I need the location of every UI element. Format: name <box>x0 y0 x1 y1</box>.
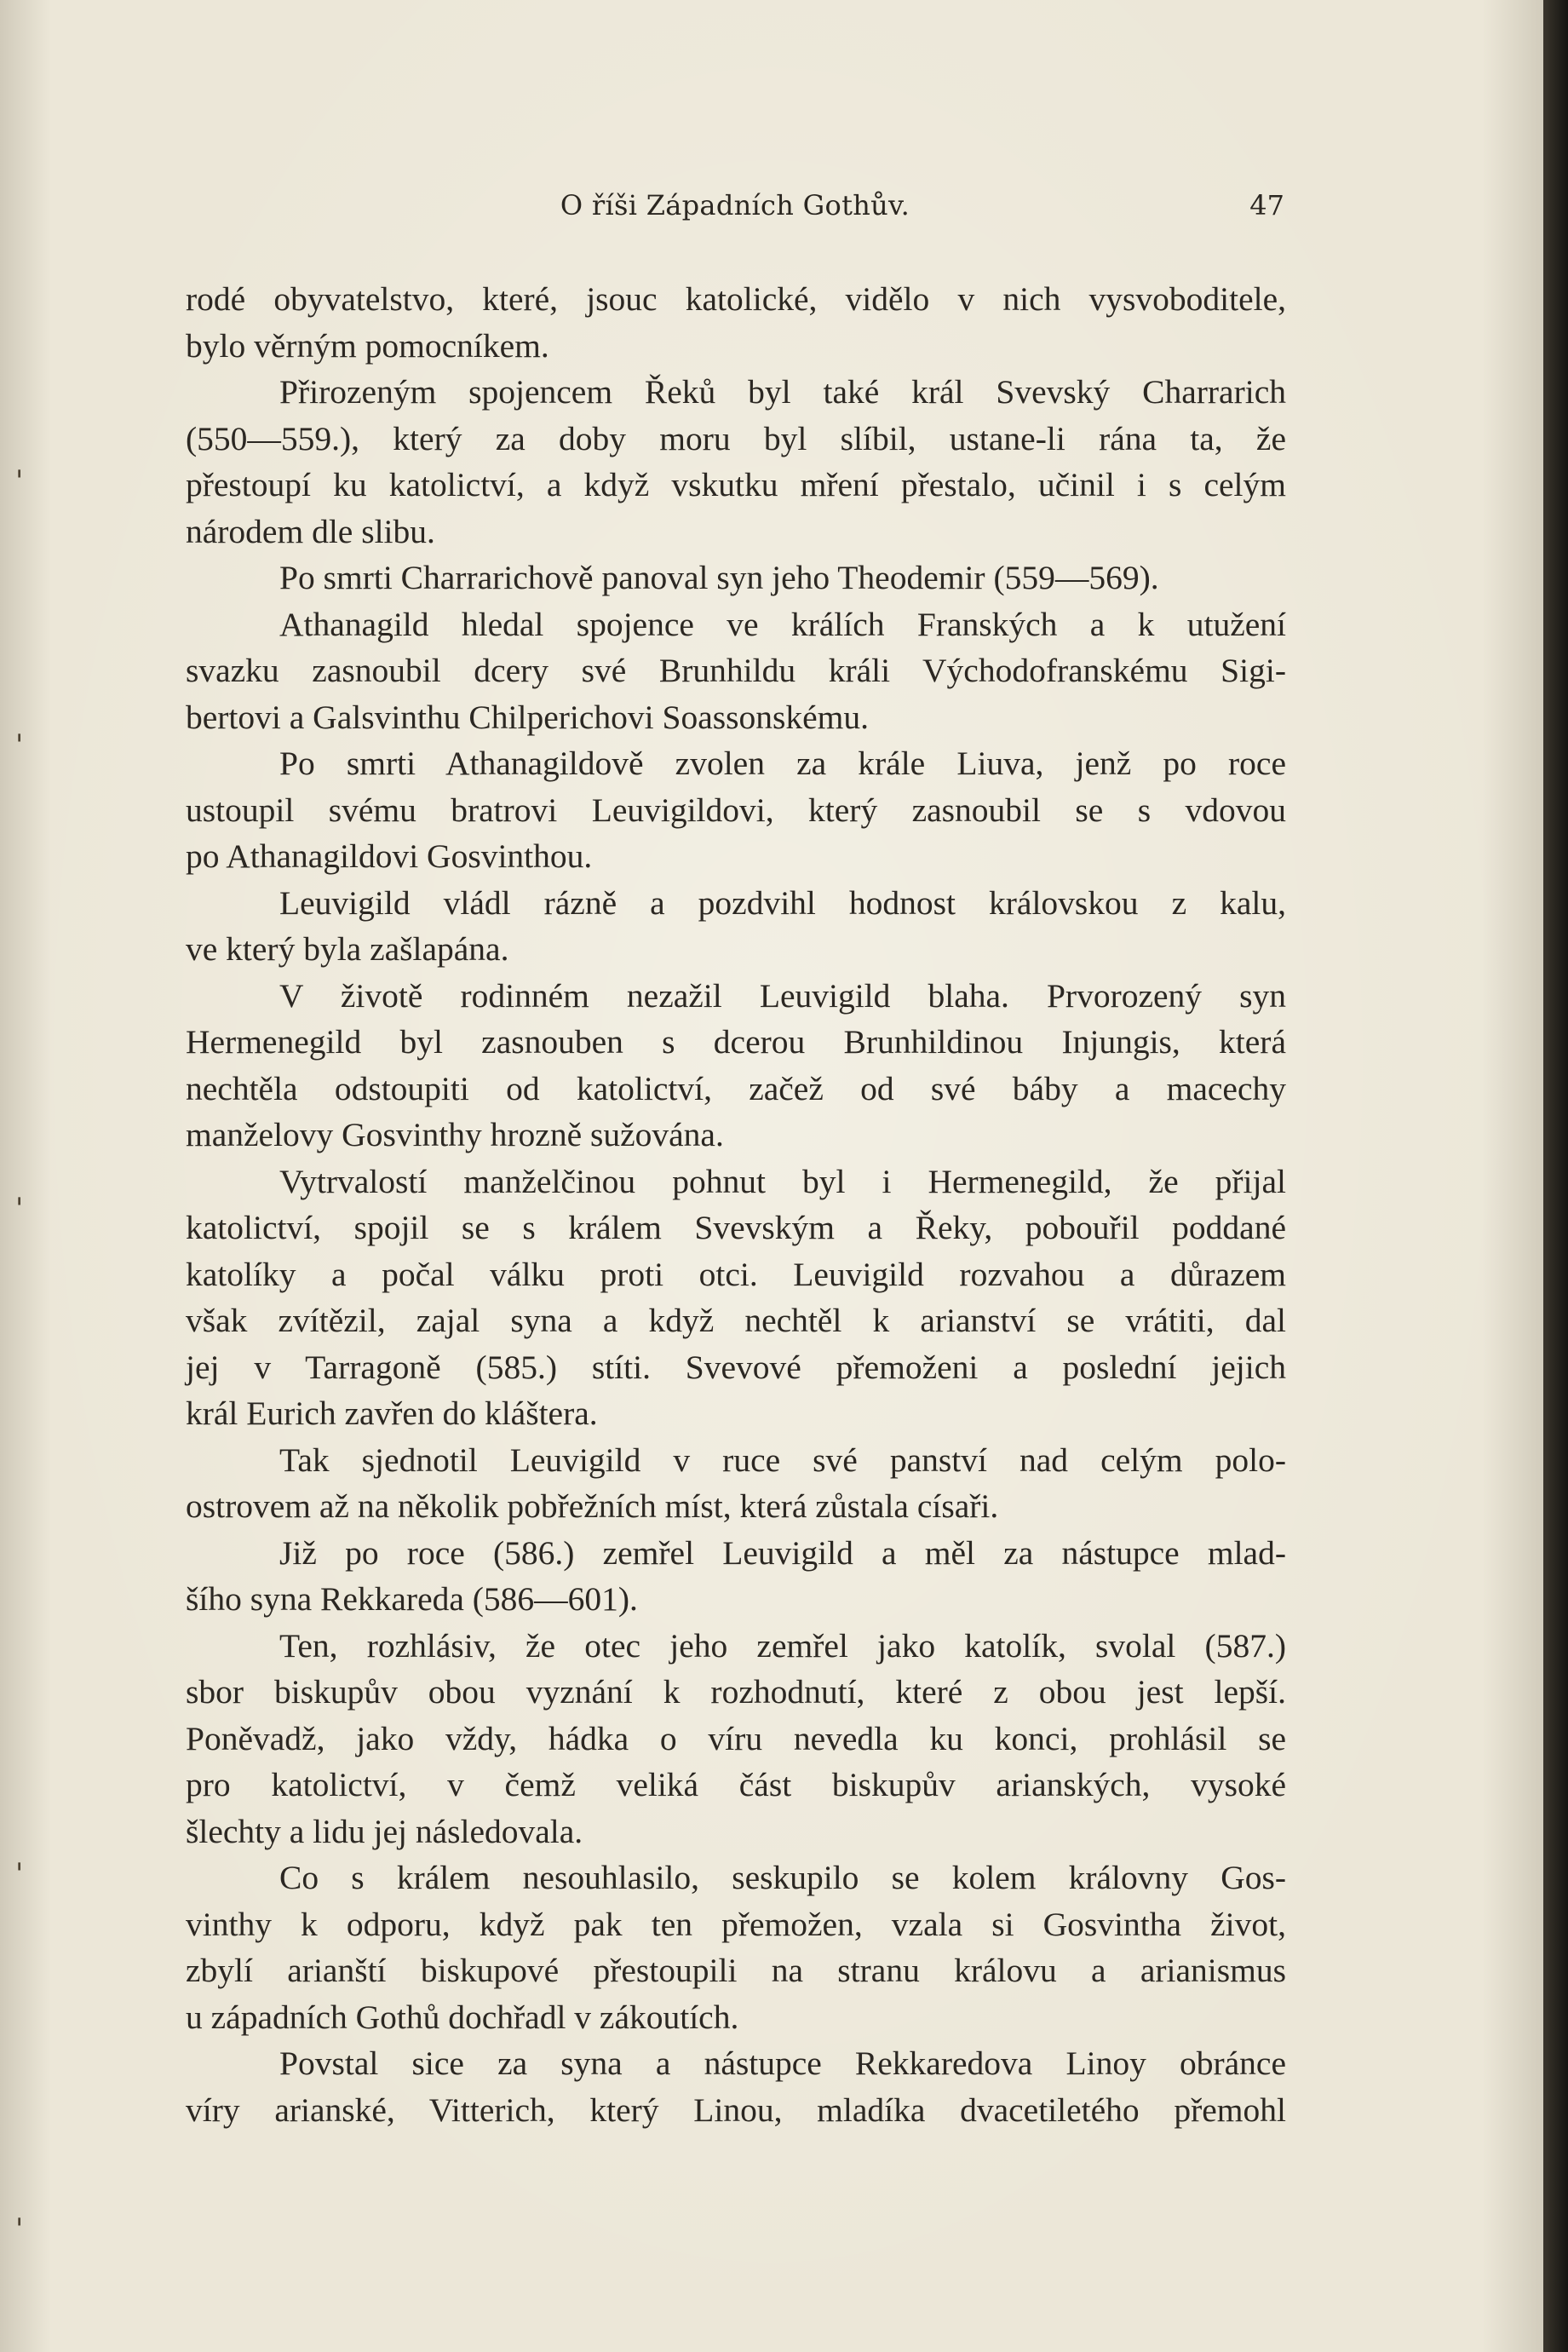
paragraph <box>186 1437 1286 1530</box>
text-line: král Eurich zavřen do kláštera. <box>186 1395 598 1432</box>
text-line: jej v Tarragoně (585.) stíti. Svevové přemoženi a poslední jejich <box>186 1348 1286 1386</box>
text-line: však zvítězil, zajal syna a když nechtěl k arianství se vrátiti, dal <box>186 1302 1286 1339</box>
chapter-title: O říši Západních Gothův. <box>560 189 910 221</box>
text-line: po Athanagildovi Gosvinthou. <box>186 837 593 875</box>
paragraph <box>186 1855 1286 2040</box>
paragraph <box>186 740 1286 880</box>
paragraph <box>186 1159 1286 1437</box>
text-line: přestoupí ku katolictví, a když vskutku mření přestalo, učinil i s celým <box>186 466 1286 503</box>
text-line: Co s králem nesouhlasilo, seskupilo se kolem královny Gos- <box>279 1859 1286 1896</box>
text-line: bylo věrným pomocníkem. <box>186 326 549 365</box>
text-line: Athanagild hledal spojence ve králích Franských a k utužení <box>279 605 1286 643</box>
text-line: ustoupil svému bratrovi Leuvigildovi, který zasnoubil se s vdovou <box>186 791 1286 829</box>
text-line: katolictví, spojil se s králem Svevským a Řeky, pobouřil poddané <box>186 1209 1286 1246</box>
paragraph <box>186 276 1286 369</box>
running-header <box>186 189 1284 233</box>
margin-mark: ' <box>15 2212 24 2246</box>
paragraph <box>186 1530 1286 1623</box>
text-line: katolíky a počal válku proti otci. Leuvigild rozvahou a důrazem <box>186 1255 1286 1293</box>
text-line: ve který byla zašlapána. <box>186 930 509 968</box>
text-line: Ten, rozhlásiv, že otec jeho zemřel jako katolík, svolal (587.) <box>279 1626 1286 1665</box>
paragraph <box>186 369 1286 555</box>
text-line: pro katolictví, v čemž veliká část biskupův arianských, vysoké <box>186 1766 1286 1803</box>
paragraph <box>186 2040 1286 2133</box>
paragraph <box>186 973 1286 1159</box>
text-line: manželovy Gosvinthy hrozně sužována. <box>186 1116 724 1153</box>
margin-mark: ' <box>15 1192 24 1226</box>
text-line: ostrovem až na několik pobřežních míst, která zůstala císaři. <box>186 1487 999 1525</box>
text-line: víry arianské, Vitterich, který Linou, mladíka dvacetiletého přemohl <box>186 2090 1286 2129</box>
margin-mark: ' <box>15 1857 24 1891</box>
text-line: Po smrti Athanagildově zvolen za krále Liuva, jenž po roce <box>279 745 1286 782</box>
text-line: sbor biskupův obou vyznání k rozhodnutí, které z obou jest lepší. <box>186 1673 1286 1711</box>
text-line: Leuvigild vládl rázně a pozdvihl hodnost královskou z kalu, <box>279 883 1286 922</box>
text-line: šího syna Rekkareda (586—601). <box>186 1580 638 1618</box>
text-line: svazku zasnoubil dcery své Brunhildu králi Východofranskému Sigi- <box>186 652 1286 689</box>
text-line: Tak sjednotil Leuvigild v ruce své panství nad celým polo- <box>279 1441 1286 1479</box>
text-line: Povstal sice za syna a nástupce Rekkaredova Linoy obránce <box>279 2044 1286 2082</box>
text-line: vinthy k odporu, když pak ten přemožen, vzala si Gosvintha život, <box>186 1905 1286 1943</box>
binding-edge <box>1543 0 1568 2352</box>
page-number: 47 <box>1249 189 1284 221</box>
text-line: zbylí arianští biskupové přestoupili na stranu královu a arianismus <box>186 1952 1286 1989</box>
margin-mark: ' <box>15 464 24 498</box>
text-line: Přirozeným spojencem Řeků byl také král Svevský Charrarich <box>279 373 1286 411</box>
text-line: Hermenegild byl zasnouben s dcerou Brunhildinou Injungis, která <box>186 1023 1286 1061</box>
text-line: V životě rodinném nezažil Leuvigild blaha. Prvorozený syn <box>279 976 1286 1015</box>
paragraph <box>186 880 1286 973</box>
text-line: šlechty a lidu jej následovala. <box>186 1812 583 1850</box>
text-line: u západních Gothů dochřadl v zákoutích. <box>186 1998 739 2036</box>
paragraph <box>186 555 1286 601</box>
text-line: Poněvadž, jako vždy, hádka o víru nevedla ku konci, prohlásil se <box>186 1719 1286 1757</box>
text-line: národem dle slibu. <box>186 512 435 550</box>
text-line: Vytrvalostí manželčinou pohnut byl i Hermenegild, že přijal <box>279 1162 1286 1200</box>
text-line: Již po roce (586.) zemřel Leuvigild a měl za nástupce mlad- <box>279 1533 1286 1572</box>
text-line: nechtěla odstoupiti od katolictví, začež od své báby a macechy <box>186 1069 1286 1107</box>
paragraph <box>186 601 1286 741</box>
paragraph <box>186 1623 1286 1855</box>
margin-mark: ' <box>15 728 24 762</box>
text-line: (550—559.), který za doby moru byl slíbil, ustane-li rána ta, že <box>186 419 1286 457</box>
text-line: Po smrti Charrarichově panoval syn jeho Theodemir (559—569). <box>279 559 1159 596</box>
text-line: rodé obyvatelstvo, které, jsouc katolické, vidělo v nich vysvoboditele, <box>186 280 1286 318</box>
body-text <box>186 276 1286 2133</box>
text-line: bertovi a Galsvinthu Chilperichovi Soassonskému. <box>186 698 869 736</box>
